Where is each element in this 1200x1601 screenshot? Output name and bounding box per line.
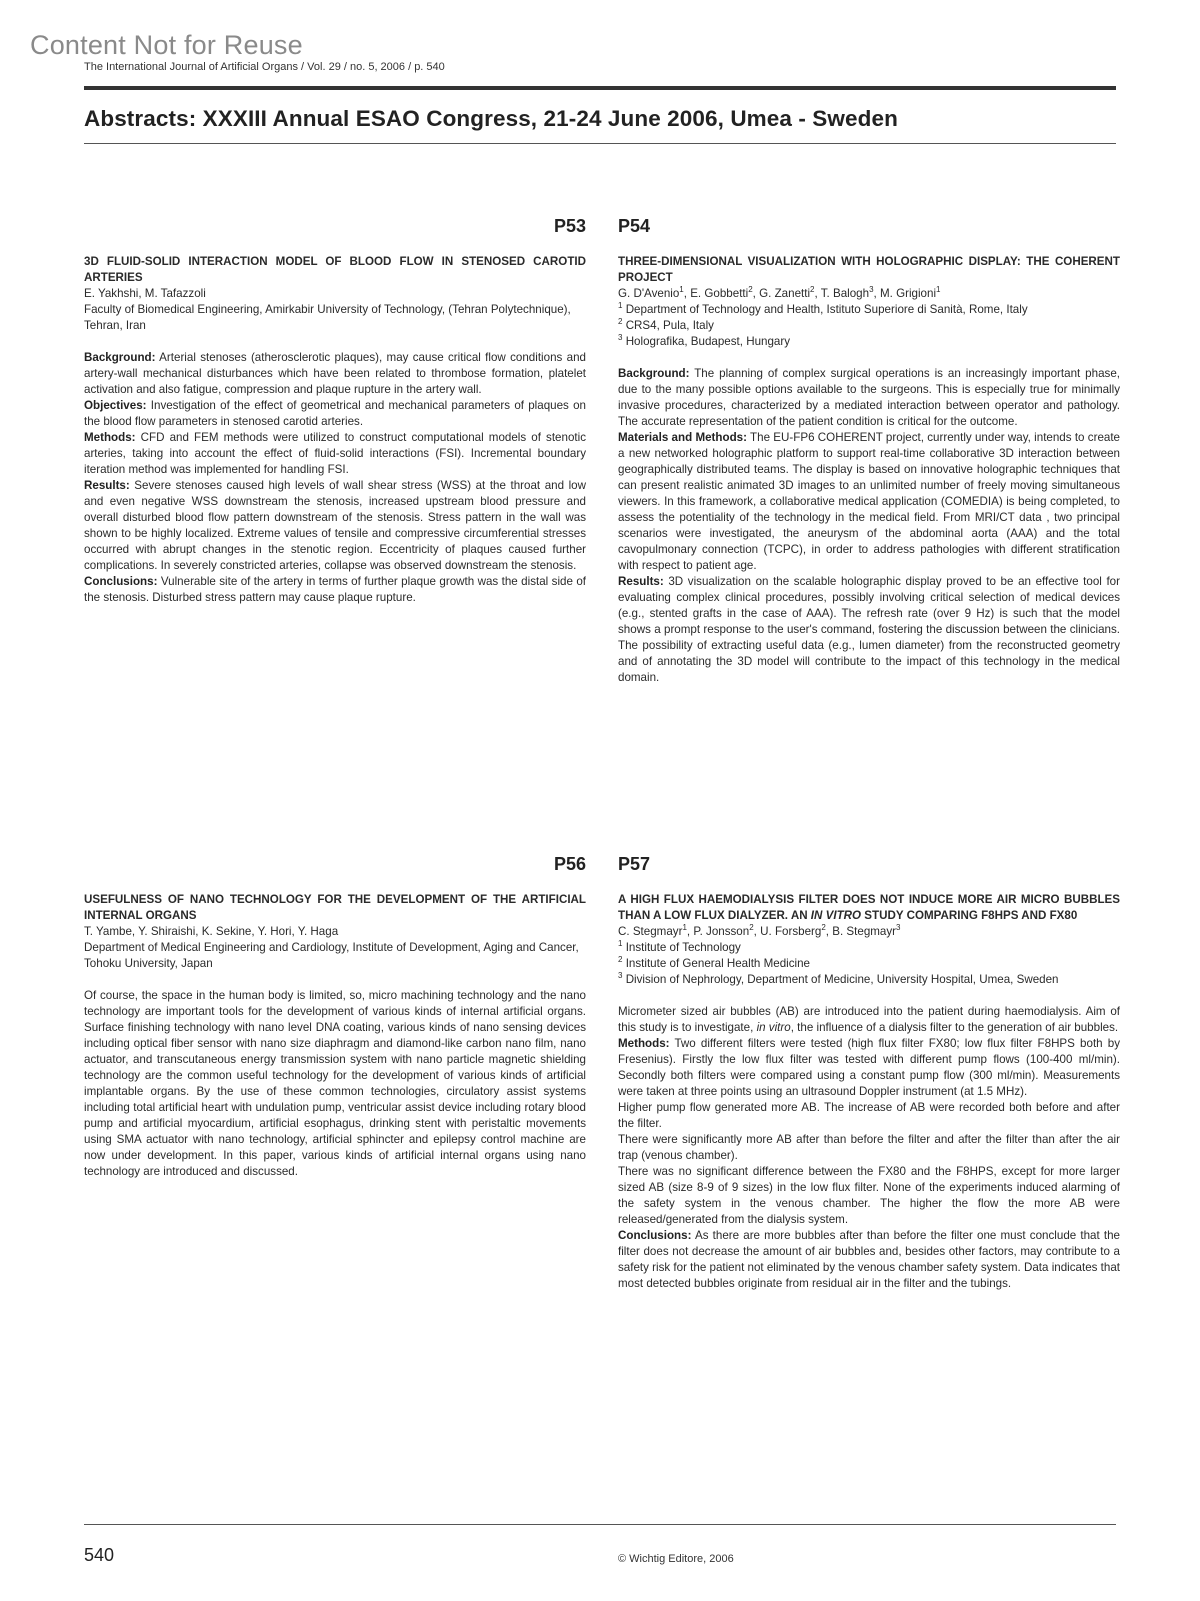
abstract-title: USEFULNESS OF NANO TECHNOLOGY FOR THE DEVELOPMENT OF THE ARTIFICIAL INTERNAL ORGANS (84, 893, 586, 922)
section-result-3: There was no significant difference between the FX80 and the F8HPS, except for more larger sized AB (size 8-9 of 9 sizes) in the low flux filter. None of the experiments induced alarming of the safety system in the venous chamber. The higher the flow the more AB were released/generated from the dialysis system. (618, 1165, 1120, 1226)
abstract-p54 (618, 218, 1120, 686)
abstract-authors: G. D'Avenio$^1$, E. Gobbetti$^2$, G. Zanetti$^2$, T. Balogh$^3$, M. Grigioni$^1$ (618, 285, 941, 300)
abstract-authors: C. Stegmayr$^1$, P. Jonsson$^2$, U. Forsberg$^2$, B. Stegmayr$^3$ (618, 923, 901, 938)
abstract-authors: T. Yambe, Y. Shiraishi, K. Sekine, Y. Hori, Y. Haga (84, 925, 339, 938)
abstract-id: P53 (553, 216, 586, 236)
abstract-text: Of course, the space in the human body is limited, so, micro machining technology and the nano technology are important tools for the development of various kinds of internal artificial organs. Surface finishing technology with nano level DNA coating, various kinds of nano sensing devices including optical fiber sensor with nano size diaphragm and diamond-like carbon nano film, nano actuator, and transcutaneous energy transmission system with nano particle magnetic shielding technology are the common useful technology for the development of various kinds of artificial implantable organs. By the use of these common technologies, circulatory assist systems including total artificial heart with undulation pump, ventricular assist device including rotary blood pump and artificial myocardium, artificial esophagus, drinking stent with peristaltic movements using SMA actuator with nano technology, artificial sphincter and epilepsy control machine are now under development. In this paper, various kinds of artificial internal organs using nano technology are introduced and discussed. (84, 989, 586, 1178)
journal-citation: The International Journal of Artificial Organs / Vol. 29 / no. 5, 2006 / p. 540 (84, 61, 445, 73)
abstract-id: P57 (618, 854, 651, 874)
abstract-body (618, 1004, 1120, 1292)
abstract-id: P54 (618, 216, 651, 236)
abstract-body (84, 350, 586, 606)
watermark: Content Not for Reuse (30, 30, 303, 60)
abstract-affiliation: Department of Medical Engineering and Cardiology, Institute of Development, Aging and Cancer, Tohoku University, Japan (84, 941, 579, 970)
abstract-id: P56 (553, 854, 586, 874)
abstract-body (618, 366, 1120, 686)
section-conclusions: Conclusions: As there are more bubbles after than before the filter one must conclude that the filter does not decrease the amount of air bubbles and, besides other factors, may contribute to a safety risk for the patient not eliminated by the venous chamber safety system. Data indicates that most detected bubbles originate from residual air in the filter and the tubings. (618, 1229, 1121, 1290)
abstract-affiliation: Faculty of Biomedical Engineering, Amirkabir University of Technology, (Tehran Polytechnique), Tehran, Iran (84, 303, 571, 332)
abstract-title: THREE-DIMENSIONAL VISUALIZATION WITH HOLOGRAPHIC DISPLAY: THE COHERENT PROJECT (618, 255, 1120, 284)
section-background: Background: The planning of complex surgical operations is an increasingly important phase, due to the many possible options available to the surgeons. This is especially true for minimally invasive procedures, characterized by a mediated interaction between operator and pathology. The accurate representation of the patient condition is critical for the outcome. (618, 367, 1120, 428)
section-methods: Methods: CFD and FEM methods were utilized to construct computational models of stenotic arteries, taking into account the effect of fluid-solid interactions (FSI). Incremental boundary iteration method was implemented for handling FSI. (84, 431, 586, 476)
abstract-title: 3D FLUID-SOLID INTERACTION MODEL OF BLOOD FLOW IN STENOSED CAROTID ARTERIES (84, 255, 586, 284)
abstract-p56 (84, 856, 586, 1180)
section-results: Results: Severe stenoses caused high levels of wall shear stress (WSS) at the throat and low and even negative WSS downstream the stenosis, increased upstream blood pressure and overall disturbed blood flow pattern downstream of the stenosis. Stress pattern in the wall was shown to be highly localized. Extreme values of tensile and compressive circumferential stresses occurred with abrupt changes in the stenotic region. Eccentricity of plaques caused further complications. In severely constricted arteries, collapse was observed downstream the stenosis. (84, 479, 586, 572)
page-title: Abstracts: XXXIII Annual ESAO Congress, 21-24 June 2006, Umea - Sweden (84, 106, 898, 131)
abstract-authors: E. Yakhshi, M. Tafazzoli (84, 287, 206, 300)
abstract-title: A HIGH FLUX HAEMODIALYSIS FILTER DOES NOT INDUCE MORE AIR MICRO BUBBLES THAN A LOW FLUX DIALYZER. AN IN VITRO STUDY COMPARING F8HPS AND FX80 (618, 893, 1120, 922)
abstract-affiliations: $^1$ Institute of Technology $^2$ Institute of General Health Medicine $^3$ Division of Nephrology, Department of Medicine, University Hospital, Umea, Sweden (618, 939, 1059, 986)
title-rule (84, 143, 1116, 144)
section-materials-methods: Materials and Methods: The EU-FP6 COHERENT project, currently under way, intends to create a new networked holographic platform to support real-time collaborative 3D interaction between geographically distributed teams. The display is based on innovative holographic techniques that can present realistic animated 3D images to an unlimited number of freely moving simultaneous viewers. In this framework, a collaborative medical application (COMEDIA) is being completed, to assess the potentiality of the technology in the medical field. From MRI/CT data , two principal scenarios were investigated, the aneurysm of the abdominal aorta (AAA) and the total cavopulmonary connection (TCPC), in order to address pathologies with different stratification with respect to patient age. (618, 431, 1121, 572)
section-objectives: Objectives: Investigation of the effect of geometrical and mechanical parameters of plaques on the blood flow parameters in stenosed carotid arteries. (84, 399, 586, 428)
section-result-1: Higher pump flow generated more AB. The increase of AB were recorded both before and after the filter. (618, 1101, 1120, 1130)
abstract-p53 (84, 218, 586, 606)
top-rule (84, 86, 1116, 90)
section-conclusions: Conclusions: Vulnerable site of the artery in terms of further plaque growth was the distal side of the stenosis. Disturbed stress pattern may cause plaque rupture. (84, 575, 586, 604)
section-intro: Micrometer sized air bubbles (AB) are introduced into the patient during haemodialysis. Aim of this study is to investigate, in vitro, the influence of a dialysis filter to the generation of air bubbles. (618, 1005, 1120, 1034)
abstract-p57 (618, 856, 1120, 1292)
copyright: © Wichtig Editore, 2006 (618, 1553, 734, 1565)
abstract-body (84, 988, 586, 1180)
footer-rule (84, 1524, 1116, 1525)
section-result-2: There were significantly more AB after than before the filter and after the filter than after the air trap (venous chamber). (618, 1133, 1120, 1162)
section-methods: Methods: Two different filters were tested (high flux filter FX80; low flux filter F8HPS both by Fresenius). Firstly the low flux filter was tested with different pump flows (100-400 ml/min). Secondly both filters were compared using a constant pump flow (300 ml/min). Measurements were taken at three points using an ultrasound Doppler instrument (at 1.5 MHz). (618, 1037, 1120, 1098)
page-number: 540 (84, 1545, 115, 1565)
section-background: Background: Arterial stenoses (atherosclerotic plaques), may cause critical flow conditions and artery-wall mechanical disturbances which have been related to thrombose formation, platelet activation and also fatigue, compression and plaque rupture in the artery wall. (84, 351, 586, 396)
abstract-affiliations: $^1$ Department of Technology and Health, Istituto Superiore di Sanità, Rome, Italy $^2$ CRS4, Pula, Italy $^3$ Holografika, Budapest, Hungary (618, 301, 1028, 348)
section-results: Results: 3D visualization on the scalable holographic display proved to be an effective tool for evaluating complex clinical procedures, possibly involving critical selection of medical devices (e.g., stented grafts in the case of AAA). The refresh rate (over 9 Hz) is such that the model shows a prompt response to the user's command, fostering the discussion between the clinicians. The possibility of extracting useful data (e.g., lumen diameter) from the reconstructed geometry and of annotating the 3D model will contribute to the impact of this technology in the medical domain. (618, 575, 1120, 684)
